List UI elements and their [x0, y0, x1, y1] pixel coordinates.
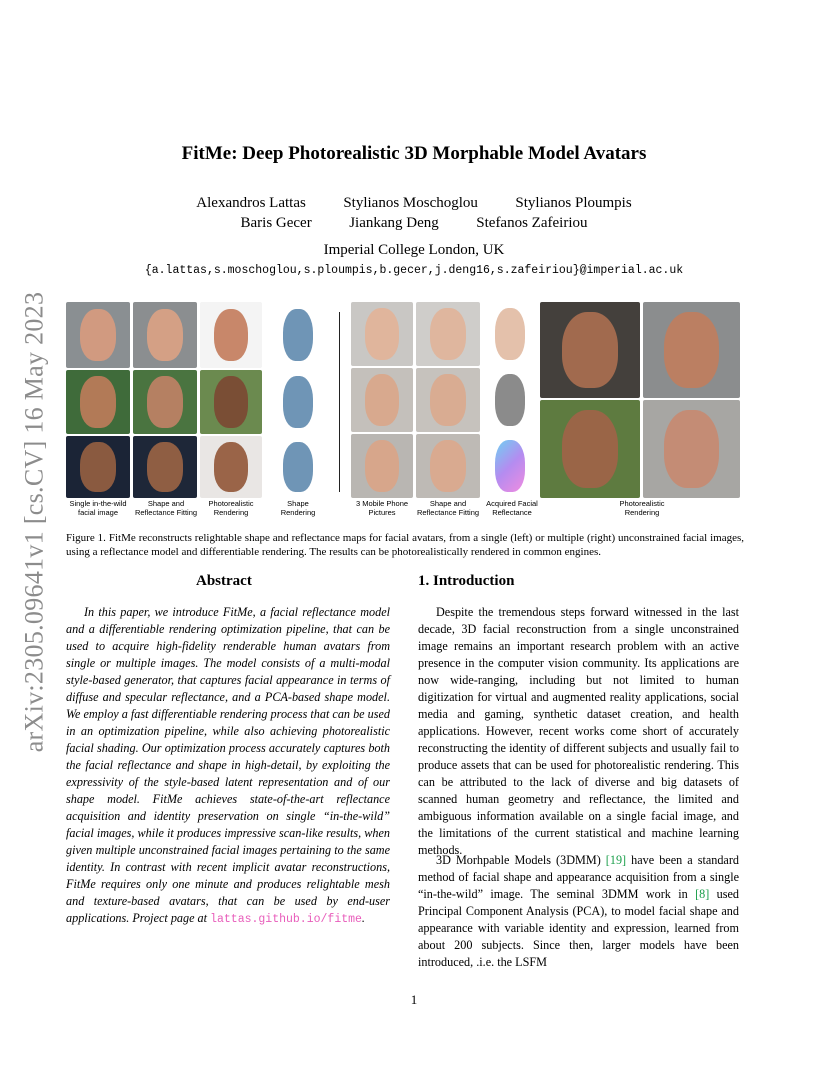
figure-label: Acquired Facial Reflectance — [486, 499, 538, 517]
face-image — [133, 370, 197, 434]
face-image — [272, 436, 324, 498]
figure-label: 3 Mobile Phone Pictures — [355, 499, 409, 517]
intro-p2-text: have been a standard method of facial shape and appearance acquisition from a single “in-the-wild” image. The seminal 3DMM work in — [418, 853, 739, 901]
face-image — [416, 302, 480, 366]
face-image — [351, 302, 413, 366]
citation-link[interactable]: [8] — [695, 887, 710, 901]
figure-label: Photorealistic Rendering — [208, 499, 254, 517]
abstract-body — [66, 604, 390, 928]
face-image — [484, 368, 536, 432]
page-number: 1 — [410, 992, 418, 1007]
face-image — [272, 302, 324, 368]
affiliation: Imperial College London, UK — [323, 242, 505, 258]
figure-label: Photorealistic Rendering — [619, 499, 665, 517]
face-image — [200, 302, 262, 368]
figure-label: Shape and Reflectance Fitting — [416, 499, 480, 517]
face-image — [484, 434, 536, 498]
arxiv-stamp: arXiv:2305.09641v1 [cs.CV] 16 May 2023 — [19, 291, 49, 753]
face-image — [66, 436, 130, 498]
face-image — [540, 400, 640, 498]
face-image — [540, 302, 640, 398]
intro-paragraph-2 — [418, 852, 739, 971]
authors-line-2: Baris Gecer Jiankang Deng Stefanos Zafeiriou — [240, 215, 588, 231]
intro-heading: 1. Introduction — [418, 573, 515, 589]
paper-title: FitMe: Deep Photorealistic 3D Morphable Model Avatars — [181, 143, 647, 164]
intro-paragraph-1: Despite the tremendous steps forward witnessed in the last decade, 3D facial reconstruction from a single unconstrained image remains an important research problem with an active presence in the computer vision community. Its applications are now wide-ranging, including but not limited to human digitization for virtual and augmented reality applications, social media and gaming, synthetic dataset creation, and health applications. However, recent works come short of accurately reconstructing the identity of different subjects and usually fail to produce assets that can be used for photorealistic rendering. This can be attributed to the lack of diverse and big datasets of scanned human geometry and reflectance, the limited and ambiguous information available on a single facial image, and the limitations of the current statistical and machine learning methods. — [418, 605, 739, 857]
face-image — [351, 434, 413, 498]
face-image — [66, 370, 130, 434]
citation-link[interactable]: [19] — [605, 853, 627, 867]
face-image — [643, 302, 740, 398]
face-image — [200, 370, 262, 434]
intro-p2-text: used Principal Component Analysis (PCA), to model facial shape and appearance with variable identity and expression, learned from about 200 subjects. Since then, larger models have been introduced, .i.e. the LSFM — [418, 887, 739, 969]
face-image — [416, 368, 480, 432]
figure-label: Single in-the-wild facial image — [69, 499, 127, 517]
project-link[interactable]: lattas.github.io/fitme — [210, 913, 362, 926]
abstract-text: In this paper, we introduce FitMe, a facial reflectance model and a differentiable rendering optimization pipeline, that can be used to acquire high-fidelity renderable human avatars from single or multiple images. The model consists of a multi-modal style-based generator, that captures facial appearance in terms of diffuse and specular reflectance, and a PCA-based shape model. We employ a fast differentiable rendering process that can be used in an optimization pipeline, while also achieving photorealistic facial shading. Our optimization process accurately captures both the facial reflectance and shape in high-detail, by exploiting the expressivity of the style-based latent representation and of our shape model. FitMe achieves state-of-the-art reflectance acquisition and identity preservation on single “in-the-wild” facial images, while it produces impressive scan-like results, when given multiple unconstrained facial images pertaining to the same identity. In contrast with recent implicit avatar reconstructions, FitMe requires only one minute and produces relightable mesh and texture-based avatars, that can be used by end-user applications. Project page at — [66, 605, 390, 925]
face-image — [133, 436, 197, 498]
face-image — [484, 302, 536, 366]
intro-p2-text: 3D Morhpable Models (3DMM) — [436, 853, 606, 867]
face-image — [272, 370, 324, 434]
abstract-end: . — [361, 911, 365, 925]
face-image — [351, 368, 413, 432]
author-emails: {a.lattas,s.moschoglou,s.ploumpis,b.gecer,j.deng16,s.zafeiriou}@imperial.ac.uk — [144, 264, 684, 277]
abstract-heading: Abstract — [196, 573, 252, 589]
figure-label: Shape and Reflectance Fitting — [134, 499, 198, 517]
face-image — [416, 434, 480, 498]
authors-line-1: Alexandros Lattas Stylianos Moschoglou Stylianos Ploumpis — [196, 195, 632, 211]
face-image — [66, 302, 130, 368]
face-image — [200, 436, 262, 498]
figure-caption: Figure 1. FitMe reconstructs relightable shape and reflectance maps for facial avatars, from a single (left) or multiple (right) unconstrained facial images, using a reflectance model and differentiable rendering. The results can be photorealistically rendered in common engines. — [66, 532, 744, 558]
face-image — [133, 302, 197, 368]
teaser-figure — [66, 302, 740, 520]
figure-label: Shape Rendering — [280, 499, 316, 517]
face-image — [643, 400, 740, 498]
figure-divider — [339, 312, 340, 492]
